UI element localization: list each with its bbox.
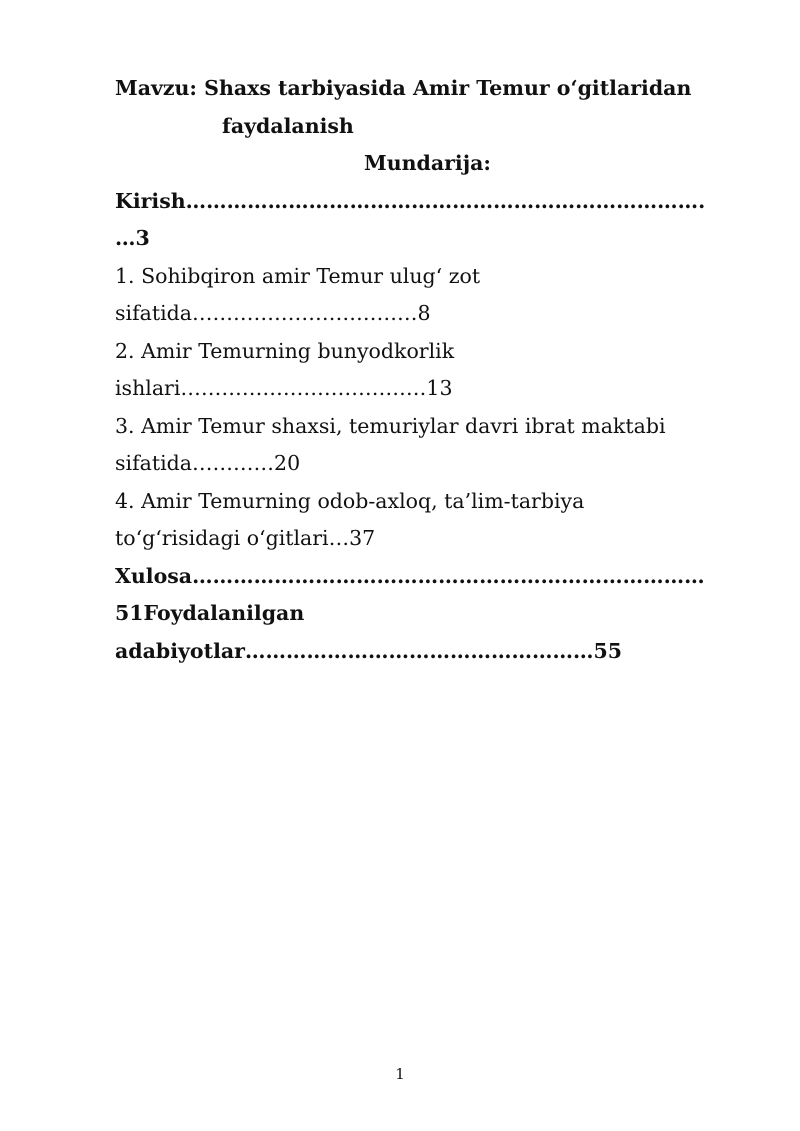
toc-entry-conclusion-line-2: 51Foydalanilgan [115,601,305,625]
document-title-line-2: faydalanish [222,113,354,138]
toc-entry-3-line-1: 3. Amir Temur shaxsi, temuriylar davri ibrat maktabi [115,413,666,438]
page-number: 1 [395,1065,405,1083]
document-title-line-1: Mavzu: Shaxs tarbiyasida Amir Temur o‘gitlaridan [115,76,692,100]
toc-entry-4-line-2: to‘g‘risidagi o‘gitlari…37 [115,526,376,550]
toc-entry-1-line-1: 1. Sohibqiron amir Temur ulug‘ zot [115,263,481,288]
toc-entry-intro-line-1: Kirish…………………………………………………………………. [115,188,706,213]
toc-entry-3-line-2: sifatida…………20 [115,451,301,475]
toc-entry-intro-line-2: …3 [115,226,150,250]
toc-heading: Mundarija: [364,151,491,175]
toc-entry-references-line-1: adabiyotlar……………………………………………55 [115,638,622,663]
toc-entry-2-line-1: 2. Amir Temurning bunyodkorlik [115,338,455,363]
document-content [115,70,740,670]
toc-entry-4-line-1: 4. Amir Temurning odob-axloq, ta’lim-tarbiya [115,488,585,513]
toc-entry-conclusion-line-1: Xulosa………………………………………………………………… [115,563,705,588]
toc-entry-2-line-2: ishlari………………………………13 [115,376,453,400]
toc-entry-1-line-2: sifatida……………………………8 [115,301,431,325]
